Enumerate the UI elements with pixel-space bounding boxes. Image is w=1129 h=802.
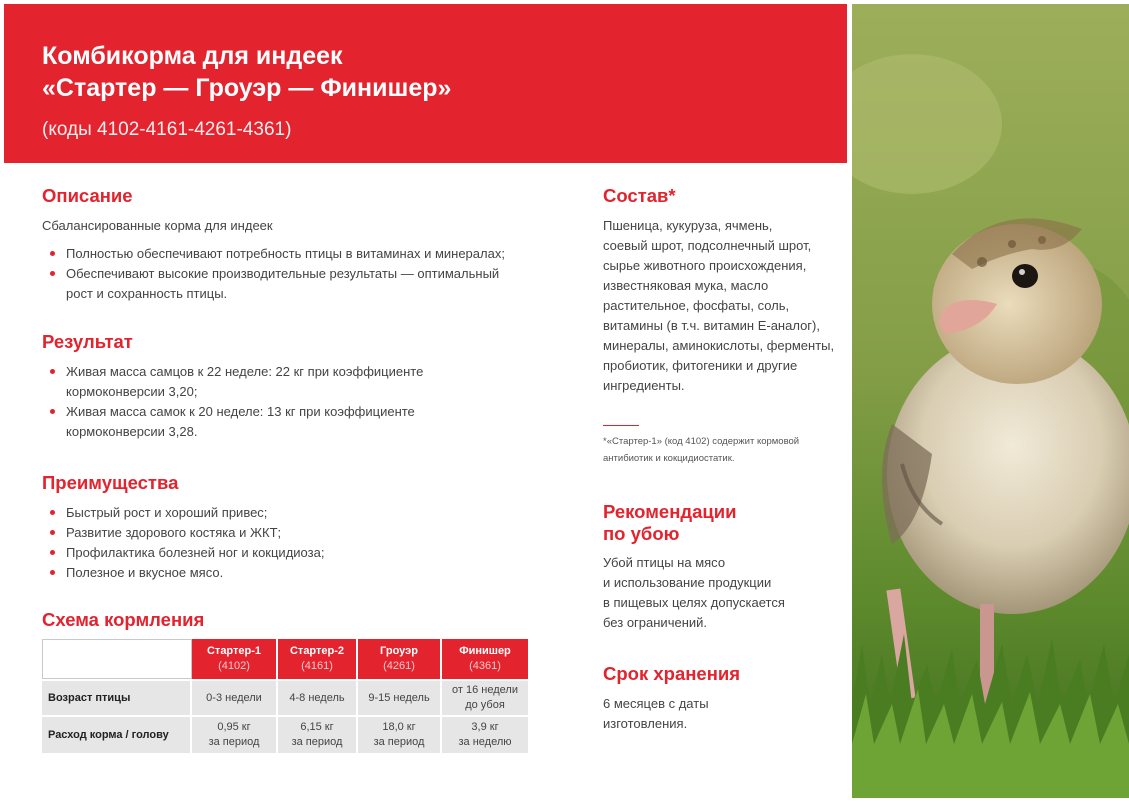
table-header-cell: Гроуэр (4261) <box>358 639 440 679</box>
bullet-icon <box>50 510 55 515</box>
result-list <box>42 362 562 442</box>
slaughter-text: Убой птицы на мясо и использование продукции в пищевых целях допускается без ограничений. <box>603 555 785 630</box>
table-cell: 3,9 кг за неделю <box>442 717 528 753</box>
bullet-icon <box>50 369 55 374</box>
bullet-icon <box>50 550 55 555</box>
table-header-cell: Стартер-1 (4102) <box>192 639 276 679</box>
table-cell: 18,0 кг за период <box>358 717 440 753</box>
table-header-cell: Стартер-2 (4161) <box>278 639 356 679</box>
list-item: Обеспечивают высокие производительные результаты — оптимальный рост и сохранность птицы. <box>42 264 562 304</box>
footnote-divider <box>603 425 639 426</box>
composition-footnote: *«Стартер-1» (код 4102) содержит кормовой антибиотик и кокцидиостатик. <box>603 436 800 464</box>
table-cell: 6,15 кг за период <box>278 717 356 753</box>
turkey-chick-photo <box>852 4 1129 798</box>
list-item: Полезное и вкусное мясо. <box>42 563 562 583</box>
table-corner <box>42 639 192 679</box>
advantages-list <box>42 503 562 583</box>
table-row-label: Расход корма / голову <box>42 717 190 753</box>
table-cell: 0-3 недели <box>192 681 276 715</box>
composition-text: Пшеница, кукуруза, ячмень, соевый шрот, подсолнечный шрот, сырье животного происхождения, известняковая мука, масло растительное, фосфаты, соль, витамины (в т.ч. витамин Е-аналог), минералы, аминокислоты, ферменты, пробиотик, фитогеники и другие ингредиенты. <box>603 218 835 393</box>
description-list <box>42 244 562 304</box>
bullet-icon <box>50 251 55 256</box>
table-cell: 0,95 кг за период <box>192 717 276 753</box>
bullet-icon <box>50 530 55 535</box>
table-cell: 9-15 недель <box>358 681 440 715</box>
advantages-title: Преимущества <box>42 472 179 493</box>
list-item: Развитие здорового костяка и ЖКТ; <box>42 523 562 543</box>
page-title <box>42 40 451 104</box>
feeding-title: Схема кормления <box>42 609 205 630</box>
turkey-chick-illustration <box>852 4 1129 798</box>
title-line-1: Комбикорма для индеек <box>42 42 343 70</box>
bullet-icon <box>50 570 55 575</box>
description-lead: Сбалансированные корма для индеек <box>42 218 273 233</box>
table-cell: от 16 недели до убоя <box>442 681 528 715</box>
list-item: Профилактика болезней ног и кокцидиоза; <box>42 543 562 563</box>
composition-title: Состав* <box>603 185 676 206</box>
storage-text: 6 месяцев с даты изготовления. <box>603 696 709 731</box>
bullet-icon <box>50 409 55 414</box>
list-item: Полностью обеспечивают потребность птицы в витаминах и минералах; <box>42 244 562 264</box>
table-header-cell: Финишер (4361) <box>442 639 528 679</box>
storage-title: Срок хранения <box>603 663 741 684</box>
feeding-table <box>42 639 528 753</box>
list-item: Быстрый рост и хороший привес; <box>42 503 562 523</box>
list-item: Живая масса самок к 20 неделе: 13 кг при коэффициенте кормоконверсии 3,28. <box>42 402 562 442</box>
result-title: Результат <box>42 331 133 352</box>
table-row-label: Возраст птицы <box>42 681 190 715</box>
bullet-icon <box>50 271 55 276</box>
description-title: Описание <box>42 185 133 206</box>
product-codes: (коды 4102-4161-4261-4361) <box>42 119 292 140</box>
slaughter-title: Рекомендации по убою <box>603 501 737 544</box>
title-line-2: «Стартер — Гроуэр — Финишер» <box>42 74 452 102</box>
list-item: Живая масса самцов к 22 неделе: 22 кг при коэффициенте кормоконверсии 3,20; <box>42 362 562 402</box>
table-cell: 4-8 недель <box>278 681 356 715</box>
